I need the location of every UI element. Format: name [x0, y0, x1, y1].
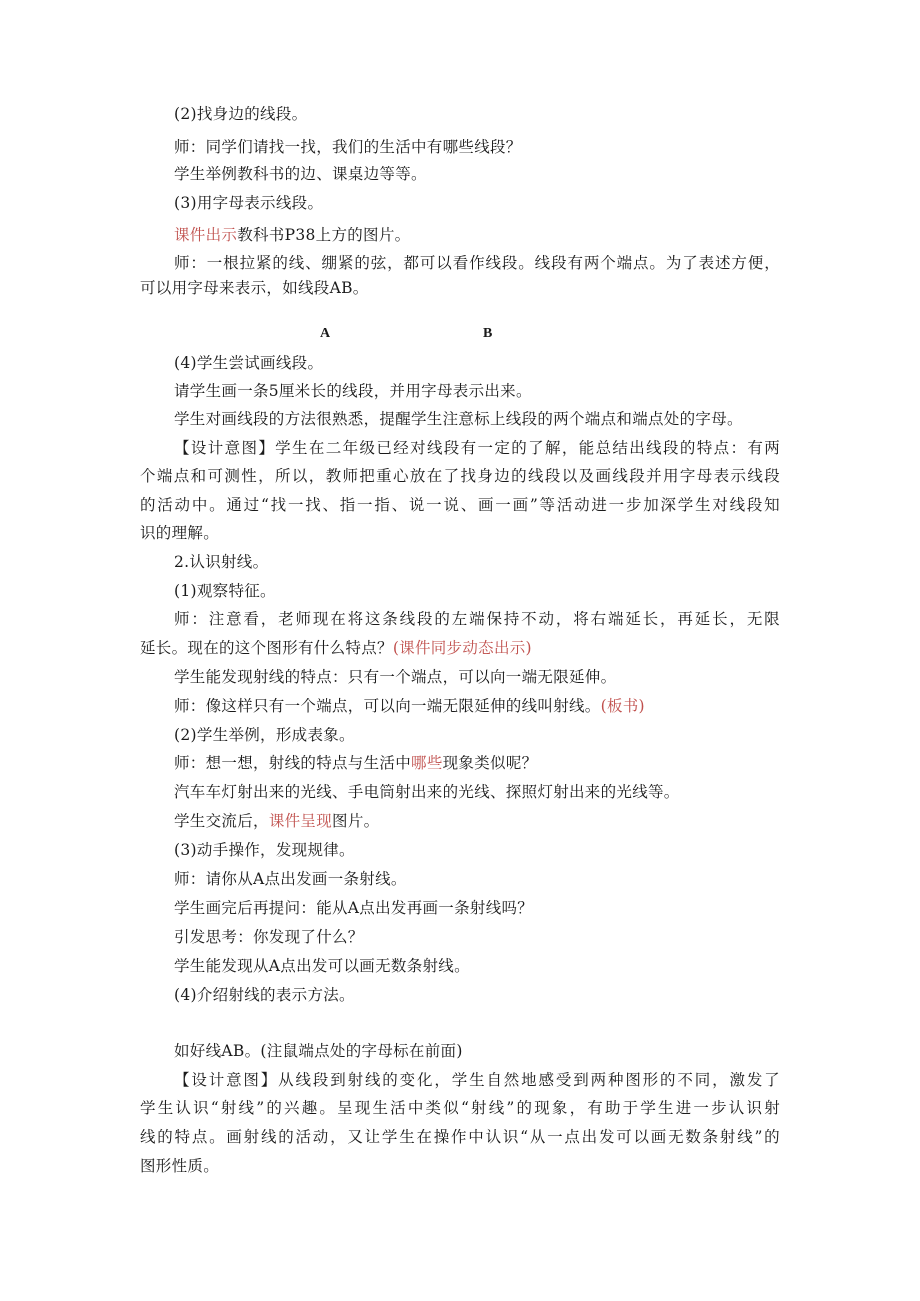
text-line: 引发思考：你发现了什么？: [174, 928, 364, 946]
text-line: 学生能发现射线的特点：只有一个端点，可以向一端无限延伸。: [174, 668, 617, 686]
text-line: 师：请你从A点出发画一条射线。: [174, 870, 407, 888]
highlight-text: (课件同步动态出示): [392, 639, 532, 657]
highlight-text: 课件呈现: [268, 812, 333, 830]
text-line: 课件出示教科书P38上方的图片。: [174, 226, 411, 244]
text-line: (4)介绍射线的表示方法。: [174, 986, 355, 1004]
text-line: 【设计意图】从线段到射线的变化，学生自然地感受到两种图形的不同，激发了: [174, 1071, 780, 1089]
text-line: 【设计意图】学生在二年级已经对线段有一定的了解，能总结出线段的特点：有两: [174, 439, 780, 457]
text-line: 2.认识射线。: [174, 553, 269, 571]
text-line: 个端点和可测性，所以，教师把重心放在了找身边的线段以及画线段并用字母表示线段: [140, 467, 780, 485]
text-line: 师：一根拉紧的线、绷紧的弦，都可以看作线段。线段有两个端点。为了表述方便，: [174, 254, 780, 272]
point-label-b: B: [483, 326, 493, 341]
point-label-a: A: [320, 326, 331, 341]
highlight-text: 课件出示: [174, 226, 238, 244]
text-line: (3)用字母表示线段。: [174, 194, 324, 212]
text-line: 汽车车灯射出来的光线、手电筒射出来的光线、探照灯射出来的光线等。: [174, 783, 680, 801]
text-line: 师：像这样只有一个端点，可以向一端无限延伸的线叫射线。(板书): [174, 697, 645, 715]
highlight-text: (板书): [600, 697, 645, 715]
text-line: 学生交流后，课件呈现图片。: [174, 812, 380, 830]
text-line: (4)学生尝试画线段。: [174, 354, 324, 372]
text-line: 识的理解。: [140, 524, 220, 542]
text-line: 请学生画一条5厘米长的线段，并用字母表示出来。: [174, 382, 532, 400]
text-line: 线的特点。画射线的活动，又让学生在操作中认识“从一点出发可以画无数条射线”的: [140, 1128, 780, 1146]
text-line: 图形性质。: [140, 1157, 220, 1175]
text-line: (1)观察特征。: [174, 582, 276, 600]
text-line: 学生对画线段的方法很熟悉，提醒学生注意标上线段的两个端点和端点处的字母。: [174, 410, 743, 428]
text-line: 如好线AB。(注鼠端点处的字母标在前面): [174, 1042, 463, 1060]
text-line: (3)动手操作，发现规律。: [174, 841, 355, 859]
text-line: 师：注意看，老师现在将这条线段的左端保持不动，将右端延长，再延长，无限: [174, 610, 780, 628]
text-line: 师：想一想，射线的特点与生活中哪些现象类似呢？: [174, 754, 538, 772]
text-line: 的活动中。通过“找一找、指一指、说一说、画一画”等活动进一步加深学生对线段知: [140, 496, 780, 514]
highlight-text: 哪些: [411, 754, 443, 772]
text-line: 学生认识“射线”的兴趣。呈现生活中类似“射线”的现象，有助于学生进一步认识射: [140, 1099, 780, 1117]
text-line: 师：同学们请找一找，我们的生活中有哪些线段？: [174, 138, 522, 156]
text-line: (2)学生举例，形成表象。: [174, 726, 355, 744]
text-line: 学生画完后再提问：能从A点出发再画一条射线吗？: [174, 899, 534, 917]
text-line: 延长。现在的这个图形有什么特点？(课件同步动态出示): [140, 639, 532, 657]
text-line: (2)找身边的线段。: [174, 105, 308, 123]
text-line: 学生举例教科书的边、课桌边等等。: [174, 165, 427, 183]
text-line: 可以用字母来表示，如线段AB。: [140, 279, 369, 297]
text-line: 学生能发现从A点出发可以画无数条射线。: [174, 957, 470, 975]
